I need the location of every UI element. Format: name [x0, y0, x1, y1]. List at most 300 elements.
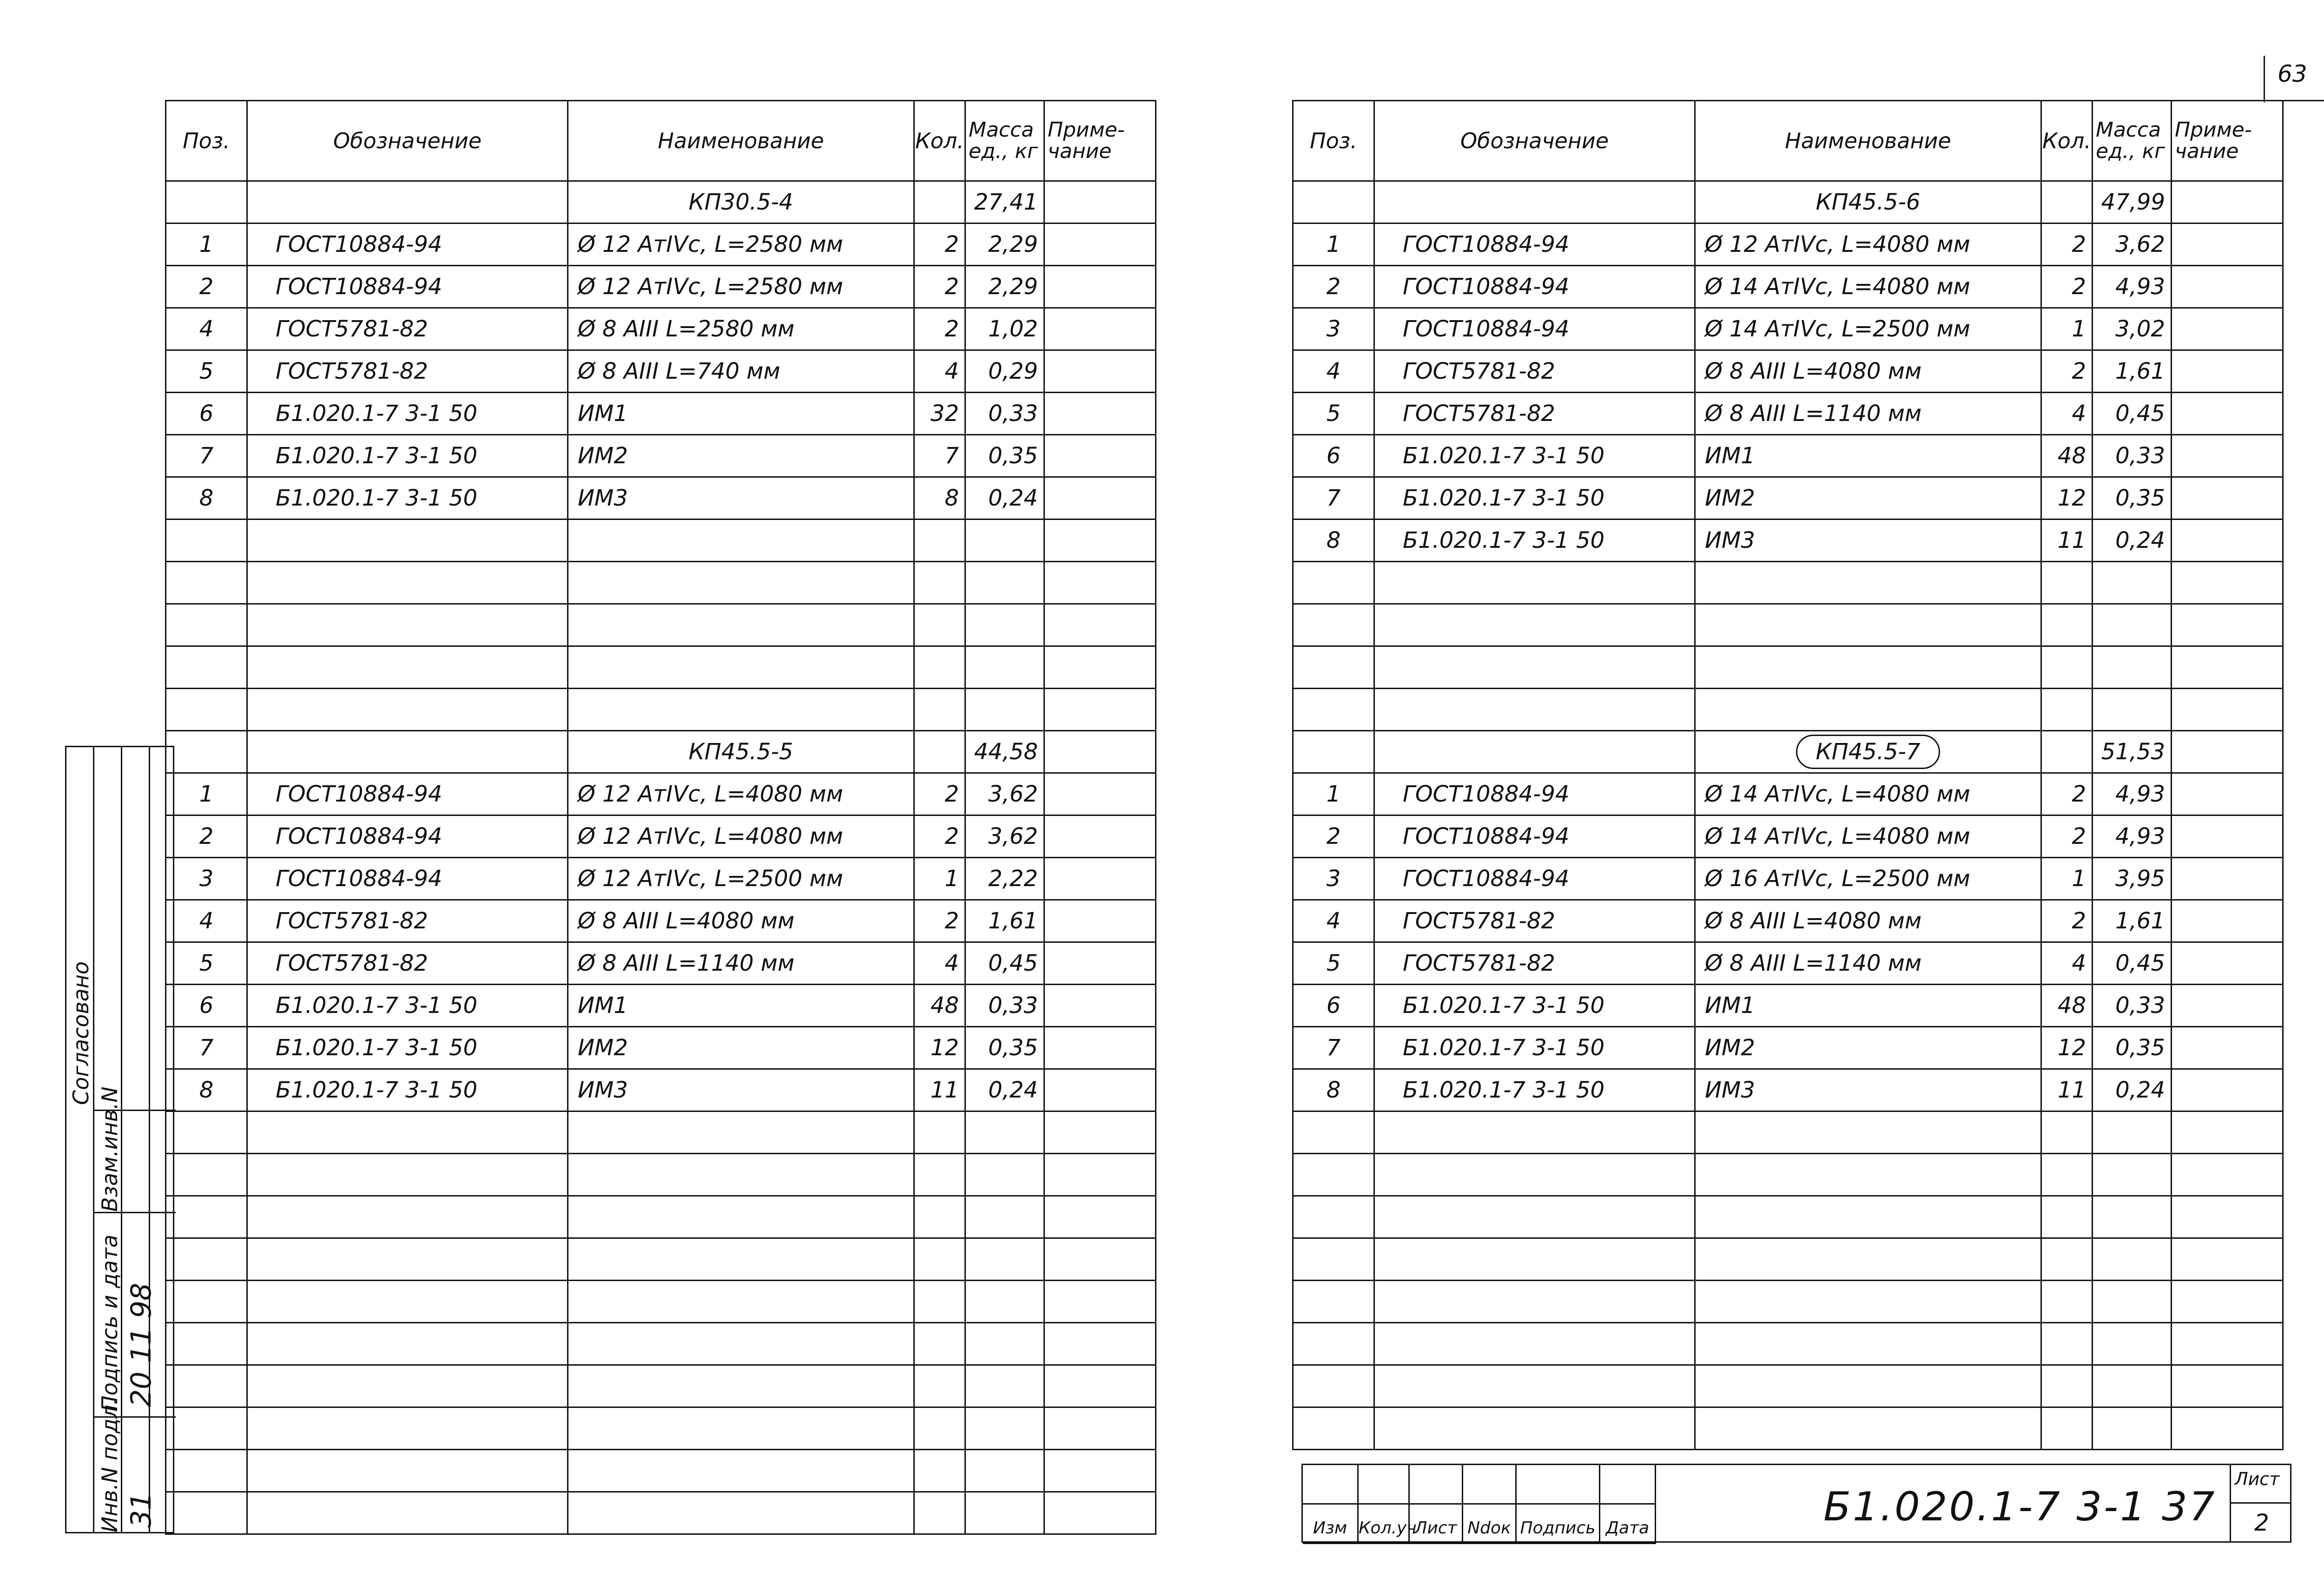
designation-cell: Б1.020.1-7 3-1 50: [247, 435, 568, 477]
quantity-cell: 8: [914, 477, 965, 519]
note-cell: [1044, 942, 1156, 985]
cell-empty: [247, 181, 568, 224]
designation-cell: ГОСТ10884-94: [1374, 773, 1695, 815]
quantity-cell: 12: [2041, 1027, 2093, 1069]
quantity-cell: 2: [914, 900, 965, 942]
designation-cell: Б1.020.1-7 3-1 50: [1374, 1069, 1695, 1111]
name-cell: Ø 12 АтIVс, L=4080 мм: [568, 815, 914, 858]
table-row: [166, 942, 1156, 985]
cell-empty: [2041, 1154, 2093, 1196]
cell-empty: [568, 1365, 914, 1407]
table-row: [166, 815, 1156, 858]
group-total-mass: 27,41: [965, 181, 1044, 224]
table-row: [1293, 435, 2283, 477]
quantity-cell: 4: [914, 942, 965, 985]
tb-cell: [1359, 1465, 1410, 1505]
position-cell: 8: [166, 477, 247, 519]
cell-empty: [166, 1154, 247, 1196]
cell-empty: [1044, 689, 1156, 731]
mass-cell: 3,95: [2093, 858, 2172, 900]
note-cell: [1044, 477, 1156, 519]
tb-cell: [1600, 1465, 1656, 1505]
cell-empty: [568, 1238, 914, 1281]
cell-empty: [1293, 604, 1374, 646]
mass-cell: 4,93: [2093, 815, 2172, 858]
cell-empty: [2041, 1407, 2093, 1450]
name-cell: ИМ3: [568, 1069, 914, 1111]
position-cell: 5: [166, 350, 247, 393]
cell-empty: [965, 689, 1044, 731]
header-designation: Обозначение: [247, 101, 568, 181]
quantity-cell: 32: [914, 393, 965, 435]
mass-cell: 3,62: [965, 773, 1044, 815]
group-title-row: [166, 731, 1156, 773]
quantity-cell: 12: [2041, 477, 2093, 519]
mass-cell: 3,62: [2093, 224, 2172, 266]
table-row: [1293, 224, 2283, 266]
table-row: [1293, 477, 2283, 519]
name-cell: Ø 12 АтIVс, L=4080 мм: [1695, 224, 2041, 266]
mass-cell: 1,02: [965, 308, 1044, 350]
table-row: [166, 266, 1156, 308]
name-cell: Ø 16 АтIVс, L=2500 мм: [1695, 858, 2041, 900]
cell-empty: [1293, 1365, 1374, 1407]
cell-empty: [914, 1450, 965, 1492]
cell-empty: [247, 519, 568, 562]
cell-empty: [965, 1154, 1044, 1196]
cell-empty: [2041, 562, 2093, 604]
cell-empty: [1044, 604, 1156, 646]
stamp-separator: [94, 1212, 176, 1213]
cell-empty: [914, 562, 965, 604]
cell-empty: [2041, 646, 2093, 689]
cell-empty: [1293, 562, 1374, 604]
mass-cell: 0,35: [965, 1027, 1044, 1069]
cell-empty: [965, 604, 1044, 646]
cell-empty: [1044, 181, 1156, 224]
cell-empty: [1695, 689, 2041, 731]
cell-empty: [1044, 1492, 1156, 1534]
table-row: [1293, 942, 2283, 985]
cell-empty: [1695, 1407, 2041, 1450]
cell-empty: [247, 731, 568, 773]
cell-empty: [568, 1450, 914, 1492]
name-cell: ИМ1: [568, 393, 914, 435]
note-cell: [2172, 1069, 2283, 1111]
blank-row: [166, 1196, 1156, 1238]
left-spec-body: [166, 181, 1156, 1534]
mass-cell: 0,24: [2093, 519, 2172, 562]
table-row: [1293, 985, 2283, 1027]
position-cell: 2: [1293, 266, 1374, 308]
name-cell: Ø 12 АтIVс, L=4080 мм: [568, 773, 914, 815]
table-row: [166, 773, 1156, 815]
cell-empty: [2093, 1154, 2172, 1196]
sheet-number: 2: [2254, 1509, 2269, 1536]
cell-empty: [914, 181, 965, 224]
cell-empty: [568, 1492, 914, 1534]
cell-empty: [2172, 1281, 2283, 1323]
position-cell: 7: [1293, 1027, 1374, 1069]
document-code: Б1.020.1-7 3-1 37: [1823, 1484, 2217, 1530]
cell-empty: [1044, 1154, 1156, 1196]
quantity-cell: 2: [2041, 350, 2093, 393]
quantity-cell: 2: [2041, 900, 2093, 942]
cell-empty: [914, 1111, 965, 1154]
table-row: [1293, 1027, 2283, 1069]
table-row: [166, 308, 1156, 350]
mass-cell: 2,29: [965, 266, 1044, 308]
cell-empty: [2093, 689, 2172, 731]
designation-cell: ГОСТ10884-94: [247, 266, 568, 308]
cell-empty: [965, 1111, 1044, 1154]
mass-cell: 0,35: [2093, 477, 2172, 519]
position-cell: 3: [1293, 858, 1374, 900]
tb-col-label: Дата: [1600, 1505, 1656, 1544]
cell-empty: [914, 731, 965, 773]
title-block-revision-grid: [1303, 1465, 1656, 1541]
mass-cell: 0,45: [2093, 942, 2172, 985]
name-cell: Ø 8 АIII L=2580 мм: [568, 308, 914, 350]
cell-empty: [1293, 1323, 1374, 1365]
note-cell: [2172, 858, 2283, 900]
cell-empty: [2093, 604, 2172, 646]
blank-row: [1293, 1407, 2283, 1450]
cell-empty: [1695, 1281, 2041, 1323]
name-cell: ИМ1: [1695, 985, 2041, 1027]
blank-row: [166, 1238, 1156, 1281]
cell-empty: [1374, 1323, 1695, 1365]
header-name: Наименование: [1695, 101, 2041, 181]
position-cell: 6: [1293, 985, 1374, 1027]
tb-cell: [1303, 1465, 1359, 1505]
note-cell: [1044, 858, 1156, 900]
table-row: [1293, 815, 2283, 858]
designation-cell: ГОСТ5781-82: [247, 308, 568, 350]
cell-empty: [2172, 1154, 2283, 1196]
cell-empty: [965, 1281, 1044, 1323]
quantity-cell: 2: [2041, 224, 2093, 266]
cell-empty: [2172, 1365, 2283, 1407]
table-row: [1293, 1069, 2283, 1111]
note-cell: [1044, 815, 1156, 858]
cell-empty: [2041, 181, 2093, 224]
note-cell: [2172, 350, 2283, 393]
cell-empty: [965, 1238, 1044, 1281]
cell-empty: [568, 1323, 914, 1365]
cell-empty: [1374, 562, 1695, 604]
cell-empty: [2172, 604, 2283, 646]
cell-empty: [2041, 731, 2093, 773]
name-cell: Ø 8 АIII L=4080 мм: [568, 900, 914, 942]
name-cell: Ø 8 АIII L=1140 мм: [1695, 942, 2041, 985]
position-cell: 4: [166, 900, 247, 942]
designation-cell: ГОСТ10884-94: [1374, 266, 1695, 308]
cell-empty: [1374, 1365, 1695, 1407]
name-cell: Ø 14 АтIVс, L=4080 мм: [1695, 815, 2041, 858]
cell-empty: [166, 1407, 247, 1450]
quantity-cell: 4: [914, 350, 965, 393]
mass-cell: 0,35: [2093, 1027, 2172, 1069]
cell-empty: [247, 1365, 568, 1407]
quantity-cell: 4: [2041, 393, 2093, 435]
quantity-cell: 2: [914, 266, 965, 308]
cell-empty: [2172, 1323, 2283, 1365]
designation-cell: ГОСТ5781-82: [1374, 393, 1695, 435]
name-cell: ИМ3: [568, 477, 914, 519]
quantity-cell: 7: [914, 435, 965, 477]
name-cell: Ø 14 АтIVс, L=2500 мм: [1695, 308, 2041, 350]
cell-empty: [914, 1281, 965, 1323]
quantity-cell: 11: [914, 1069, 965, 1111]
blank-row: [1293, 1365, 2283, 1407]
cell-empty: [1044, 1323, 1156, 1365]
cell-empty: [1374, 181, 1695, 224]
cell-empty: [568, 519, 914, 562]
name-cell: ИМ2: [568, 1027, 914, 1069]
cell-empty: [1695, 1111, 2041, 1154]
cell-empty: [166, 689, 247, 731]
quantity-cell: 2: [914, 224, 965, 266]
name-cell: Ø 8 АIII L=1140 мм: [568, 942, 914, 985]
cell-empty: [2041, 1365, 2093, 1407]
cell-empty: [1374, 689, 1695, 731]
blank-row: [166, 1154, 1156, 1196]
group-title-row: [166, 181, 1156, 224]
note-cell: [2172, 393, 2283, 435]
mass-cell: 1,61: [2093, 350, 2172, 393]
name-cell: Ø 8 АIII L=740 мм: [568, 350, 914, 393]
header-mass: Масса ед., кг: [965, 101, 1044, 181]
mass-cell: 0,45: [965, 942, 1044, 985]
mass-cell: 0,29: [965, 350, 1044, 393]
note-cell: [1044, 985, 1156, 1027]
cell-empty: [568, 1281, 914, 1323]
position-cell: 6: [166, 393, 247, 435]
name-cell: Ø 8 АIII L=4080 мм: [1695, 350, 2041, 393]
cell-empty: [2093, 1407, 2172, 1450]
group-title-cell: [1695, 181, 2041, 224]
note-cell: [1044, 393, 1156, 435]
tb-cell: [1410, 1465, 1463, 1505]
group-title-row: [1293, 731, 2283, 773]
stamp-inv-replace-label: Взам.инв.N: [97, 1086, 122, 1212]
stamp-column-3: [122, 747, 150, 1532]
cell-empty: [1293, 731, 1374, 773]
tb-col-label: Подпись: [1517, 1505, 1600, 1544]
quantity-cell: 2: [914, 773, 965, 815]
designation-cell: ГОСТ10884-94: [247, 858, 568, 900]
cell-empty: [166, 646, 247, 689]
quantity-cell: 1: [914, 858, 965, 900]
header-pos: Поз.: [166, 101, 247, 181]
note-cell: [2172, 266, 2283, 308]
name-cell: Ø 12 АтIVс, L=2580 мм: [568, 224, 914, 266]
cell-empty: [568, 1196, 914, 1238]
note-cell: [2172, 1027, 2283, 1069]
quantity-cell: 11: [2041, 519, 2093, 562]
cell-empty: [247, 1196, 568, 1238]
note-cell: [2172, 477, 2283, 519]
blank-row: [1293, 562, 2283, 604]
blank-row: [1293, 1323, 2283, 1365]
header-qty: Кол.: [914, 101, 965, 181]
blank-row: [1293, 1111, 2283, 1154]
cell-empty: [568, 562, 914, 604]
blank-row: [166, 1281, 1156, 1323]
note-cell: [2172, 308, 2283, 350]
cell-empty: [965, 1323, 1044, 1365]
note-cell: [1044, 900, 1156, 942]
cell-empty: [1293, 1281, 1374, 1323]
designation-cell: ГОСТ10884-94: [1374, 858, 1695, 900]
designation-cell: ГОСТ10884-94: [1374, 224, 1695, 266]
table-row: [166, 985, 1156, 1027]
group-title-cell: [568, 731, 914, 773]
stamp-inv-value: 31: [125, 1492, 158, 1528]
position-cell: 2: [166, 266, 247, 308]
cell-empty: [2172, 181, 2283, 224]
cell-empty: [1044, 731, 1156, 773]
tb-col-label: Ndок: [1463, 1505, 1517, 1544]
cell-empty: [1374, 731, 1695, 773]
position-cell: 6: [1293, 435, 1374, 477]
cell-empty: [914, 1154, 965, 1196]
right-spec-table: [1292, 100, 2284, 1450]
cell-empty: [1044, 1365, 1156, 1407]
blank-row: [166, 1365, 1156, 1407]
cell-empty: [2172, 646, 2283, 689]
cell-empty: [247, 1281, 568, 1323]
mass-cell: 4,93: [2093, 266, 2172, 308]
cell-empty: [2041, 689, 2093, 731]
tb-col-label: Изм: [1303, 1505, 1359, 1544]
sheet-label: Лист: [2235, 1469, 2280, 1489]
note-cell: [1044, 1027, 1156, 1069]
blank-row: [166, 1450, 1156, 1492]
cell-empty: [1293, 181, 1374, 224]
name-cell: ИМ1: [568, 985, 914, 1027]
designation-cell: ГОСТ10884-94: [247, 224, 568, 266]
cell-empty: [2041, 604, 2093, 646]
position-cell: 3: [166, 858, 247, 900]
note-cell: [1044, 773, 1156, 815]
cell-empty: [166, 181, 247, 224]
cell-empty: [1044, 1238, 1156, 1281]
cell-empty: [247, 1450, 568, 1492]
cell-empty: [1293, 646, 1374, 689]
blank-row: [1293, 1238, 2283, 1281]
designation-cell: Б1.020.1-7 3-1 50: [1374, 477, 1695, 519]
designation-cell: ГОСТ5781-82: [247, 942, 568, 985]
position-cell: 5: [1293, 393, 1374, 435]
designation-cell: Б1.020.1-7 3-1 50: [1374, 1027, 1695, 1069]
note-cell: [1044, 266, 1156, 308]
cell-empty: [247, 646, 568, 689]
stamp-date-value: 20 11 98: [125, 1282, 158, 1407]
cell-empty: [247, 1111, 568, 1154]
stamp-agreed-column: [66, 747, 94, 1532]
quantity-cell: 2: [2041, 815, 2093, 858]
designation-cell: ГОСТ10884-94: [247, 815, 568, 858]
table-row: [1293, 308, 2283, 350]
cell-empty: [568, 1154, 914, 1196]
position-cell: 1: [166, 773, 247, 815]
cell-empty: [965, 1407, 1044, 1450]
cell-empty: [914, 1365, 965, 1407]
stamp-agreed-label: Согласовано: [68, 961, 93, 1105]
cell-empty: [166, 562, 247, 604]
name-cell: ИМ2: [1695, 1027, 2041, 1069]
designation-cell: Б1.020.1-7 3-1 50: [247, 1027, 568, 1069]
cell-empty: [247, 1407, 568, 1450]
position-cell: 8: [166, 1069, 247, 1111]
mass-cell: 0,33: [2093, 435, 2172, 477]
group-title-row: [1293, 181, 2283, 224]
sheet-box: [2230, 1465, 2290, 1541]
blank-row: [166, 1323, 1156, 1365]
cell-empty: [1293, 1407, 1374, 1450]
position-cell: 1: [1293, 773, 1374, 815]
table-row: [166, 858, 1156, 900]
mass-cell: 0,33: [2093, 985, 2172, 1027]
cell-empty: [965, 1450, 1044, 1492]
name-cell: ИМ1: [1695, 435, 2041, 477]
cell-empty: [166, 1323, 247, 1365]
table-row: [166, 900, 1156, 942]
cell-empty: [2093, 646, 2172, 689]
designation-cell: ГОСТ5781-82: [247, 350, 568, 393]
cell-empty: [965, 646, 1044, 689]
group-title: КП30.5-4: [688, 189, 793, 215]
quantity-cell: 1: [2041, 858, 2093, 900]
margin-stamp: [65, 746, 174, 1533]
cell-empty: [1044, 1196, 1156, 1238]
note-cell: [1044, 308, 1156, 350]
cell-empty: [1374, 1111, 1695, 1154]
cell-empty: [247, 1323, 568, 1365]
stamp-inv-orig-label: Инв.N подл.: [97, 1398, 122, 1532]
quantity-cell: 2: [914, 815, 965, 858]
cell-empty: [568, 1111, 914, 1154]
cell-empty: [1044, 1407, 1156, 1450]
cell-empty: [1044, 562, 1156, 604]
table-header-row: [166, 101, 1156, 181]
cell-empty: [1695, 1238, 2041, 1281]
position-cell: 5: [166, 942, 247, 985]
cell-empty: [1044, 519, 1156, 562]
cell-empty: [1695, 646, 2041, 689]
position-cell: 1: [1293, 224, 1374, 266]
table-row: [1293, 773, 2283, 815]
cell-empty: [914, 1492, 965, 1534]
group-total-mass: 51,53: [2093, 731, 2172, 773]
position-cell: 7: [1293, 477, 1374, 519]
cell-empty: [1695, 604, 2041, 646]
blank-row: [1293, 646, 2283, 689]
cell-empty: [1695, 1365, 2041, 1407]
position-cell: 5: [1293, 942, 1374, 985]
table-row: [166, 435, 1156, 477]
cell-empty: [1374, 1154, 1695, 1196]
blank-row: [1293, 604, 2283, 646]
note-cell: [1044, 435, 1156, 477]
cell-empty: [1374, 1238, 1695, 1281]
note-cell: [2172, 519, 2283, 562]
table-row: [1293, 393, 2283, 435]
tb-cell: [1463, 1465, 1517, 1505]
table-row: [1293, 519, 2283, 562]
